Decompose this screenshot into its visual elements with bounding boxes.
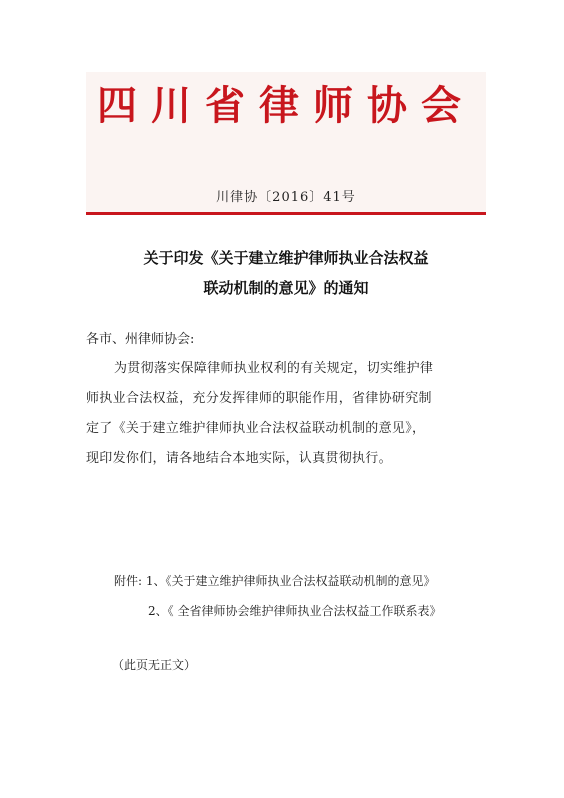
organization-title: 四川省律师协会	[97, 83, 475, 129]
body-paragraph	[86, 354, 486, 474]
red-divider-line	[86, 212, 486, 215]
salutation: 各市、州律师协会:	[86, 332, 195, 347]
document-number: 川律协〔2016〕41号	[216, 190, 356, 205]
body-line: 定了《关于建立维护律师执业合法权益联动机制的意见》，	[86, 421, 426, 436]
notice-title-line-2: 联动机制的意见》的通知	[203, 279, 369, 297]
notice-title	[86, 243, 486, 303]
attachment-item-2: 2、《 全省律师协会维护律师执业合法权益工作联系表》	[148, 604, 442, 618]
attachments-list	[86, 566, 486, 626]
notice-title-line-1: 关于印发《关于建立维护律师执业合法权益	[143, 249, 429, 267]
no-body-note: （此页无正文）	[112, 658, 197, 672]
attachment-item-1: 附件: 1、《关于建立维护律师执业合法权益联动机制的意见》	[114, 574, 436, 588]
body-line: 为贯彻落实保障律师执业权利的有关规定，切实维护律	[114, 361, 434, 376]
body-line: 现印发你们，请各地结合本地实际，认真贯彻执行。	[86, 451, 392, 466]
body-line: 师执业合法权益，充分发挥律师的职能作用，省律协研究制	[86, 391, 432, 406]
